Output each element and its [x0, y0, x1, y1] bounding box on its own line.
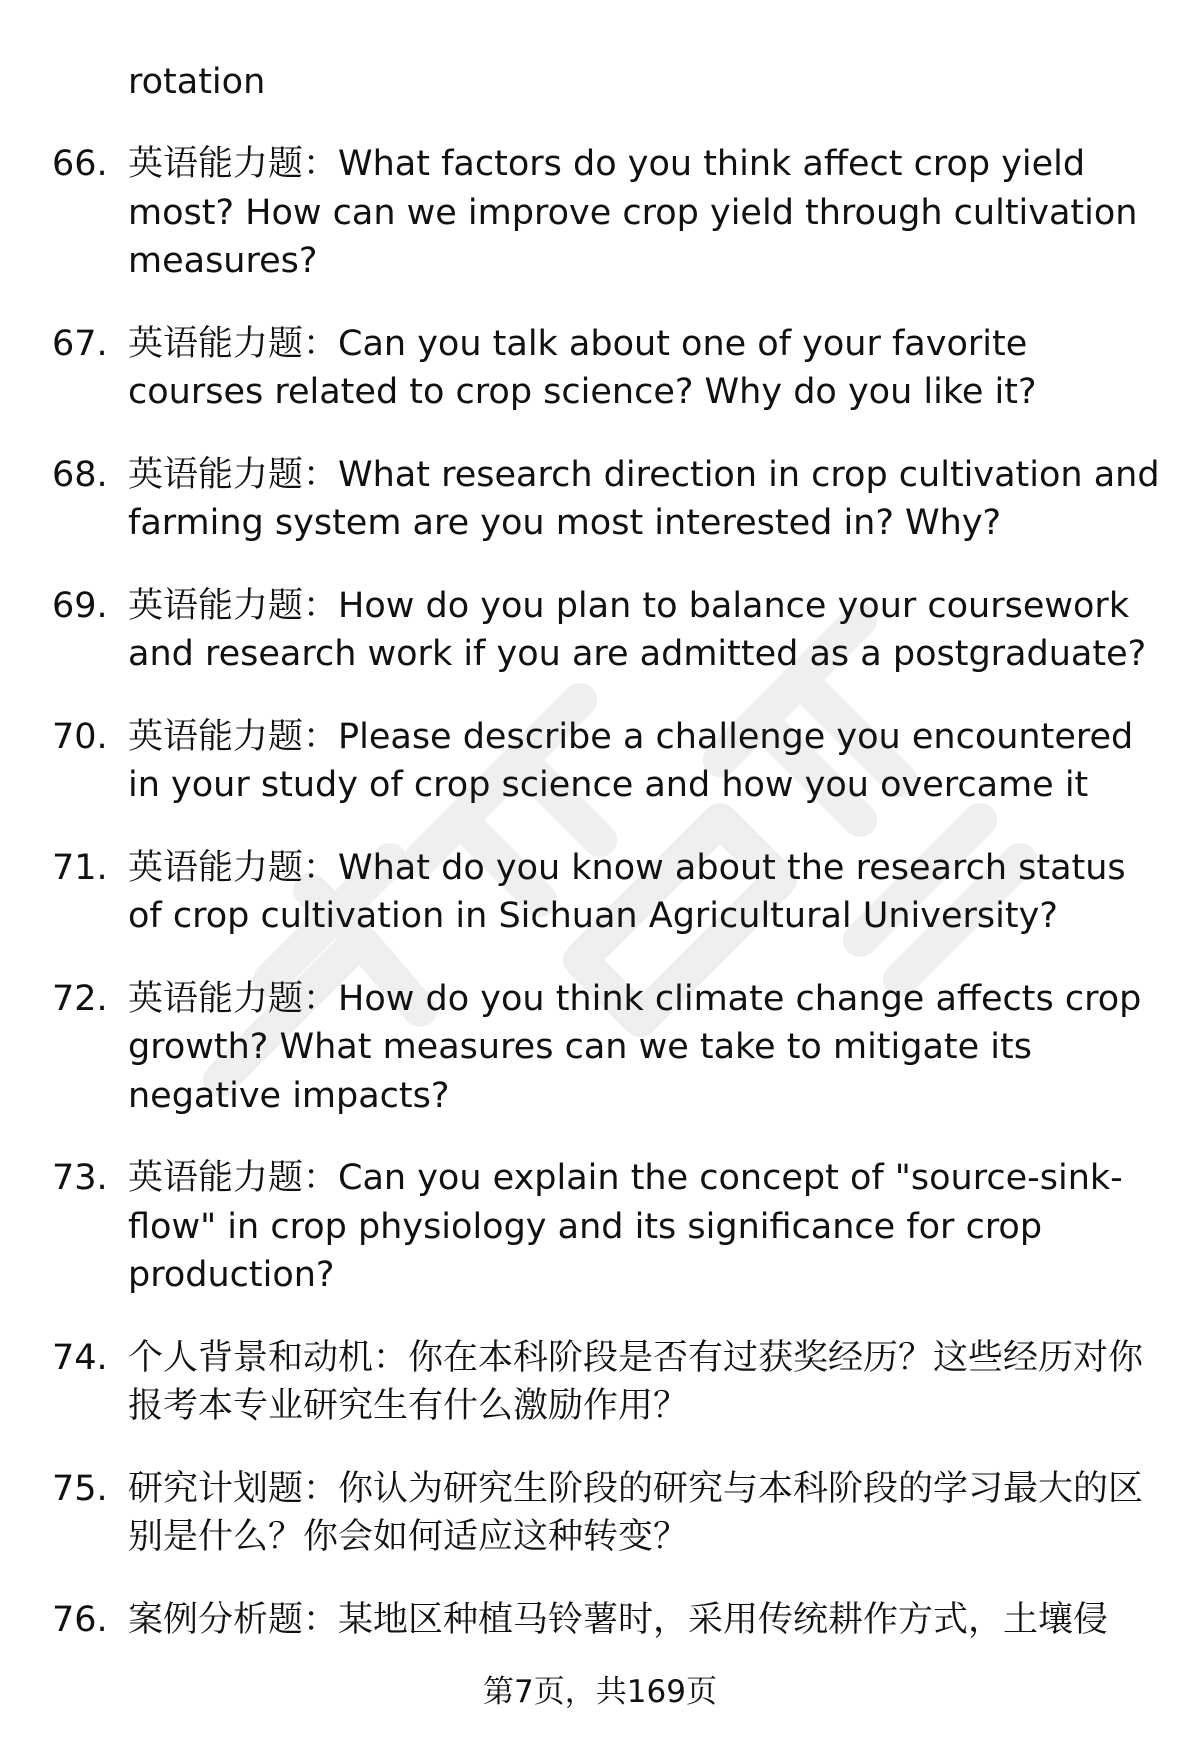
question-item-71: [0, 844, 1162, 941]
question-text: What do you know about the research status of crop cultivation in Sichuan Agricultural University?: [128, 847, 1126, 936]
question-text: 某地区种植马铃薯时，采用传统耕作方式，土壤侵: [338, 1599, 1109, 1640]
question-category: 英语能力题：: [128, 585, 339, 626]
question-item-67: [0, 320, 1162, 417]
question-item-73: [0, 1154, 1162, 1300]
question-category: 个人背景和动机：: [128, 1337, 409, 1378]
question-item-68: [0, 451, 1162, 548]
question-number: 69.: [52, 585, 108, 626]
question-number: 68.: [52, 454, 108, 495]
question-category: 英语能力题：: [128, 978, 339, 1019]
question-text: 你在本科阶段是否有过获奖经历？这些经历对你报考本专业研究生有什么激励作用？: [128, 1337, 1144, 1426]
question-category: 英语能力题：: [128, 323, 339, 364]
question-number: 66.: [52, 144, 108, 184]
carryover-text: rotation: [128, 62, 266, 102]
question-text: How do you plan to balance your coursework and research work if you are admitted as a postgraduate?: [128, 585, 1147, 674]
question-category: 英语能力题：: [128, 144, 339, 184]
question-number: 75.: [52, 1468, 108, 1509]
question-category: 英语能力题：: [128, 1158, 339, 1198]
question-category: 研究计划题：: [128, 1468, 339, 1509]
question-text: Can you talk about one of your favorite courses related to crop science? Why do you like it?: [128, 323, 1037, 412]
question-list: [0, 140, 1200, 1678]
question-text: What factors do you think affect crop yield most? How can we improve crop yield through cultivation measures?: [128, 144, 1138, 281]
question-number: 73.: [52, 1158, 108, 1198]
question-item-74: [0, 1334, 1162, 1431]
question-number: 74.: [52, 1337, 108, 1378]
question-number: 71.: [52, 847, 108, 888]
question-number: 76.: [52, 1599, 108, 1640]
question-item-66: [0, 140, 1162, 286]
question-number: 72.: [52, 978, 108, 1019]
question-item-75: [0, 1465, 1162, 1562]
page-footer: 第7页，共169页: [483, 1674, 717, 1710]
question-item-70: [0, 713, 1162, 810]
question-category: 英语能力题：: [128, 847, 339, 888]
question-category: 英语能力题：: [128, 716, 339, 757]
question-item-72: [0, 975, 1162, 1121]
question-text: 你认为研究生阶段的研究与本科阶段的学习最大的区别是什么？你会如何适应这种转变？: [128, 1468, 1144, 1557]
question-text: What research direction in crop cultivation and farming system are you most interested in? Why?: [128, 454, 1160, 543]
question-text: Can you explain the concept of "source-sink-flow" in crop physiology and its significance for crop production?: [128, 1158, 1123, 1295]
question-item-76: [0, 1596, 1162, 1644]
question-number: 70.: [52, 716, 108, 757]
question-text: Please describe a challenge you encountered in your study of crop science and how you overcame it: [128, 716, 1134, 805]
question-category: 案例分析题：: [128, 1599, 339, 1640]
question-text: How do you think climate change affects crop growth? What measures can we take to mitigate its negative impacts?: [128, 978, 1142, 1116]
question-item-69: [0, 582, 1162, 679]
question-number: 67.: [52, 323, 108, 364]
question-category: 英语能力题：: [128, 454, 339, 495]
